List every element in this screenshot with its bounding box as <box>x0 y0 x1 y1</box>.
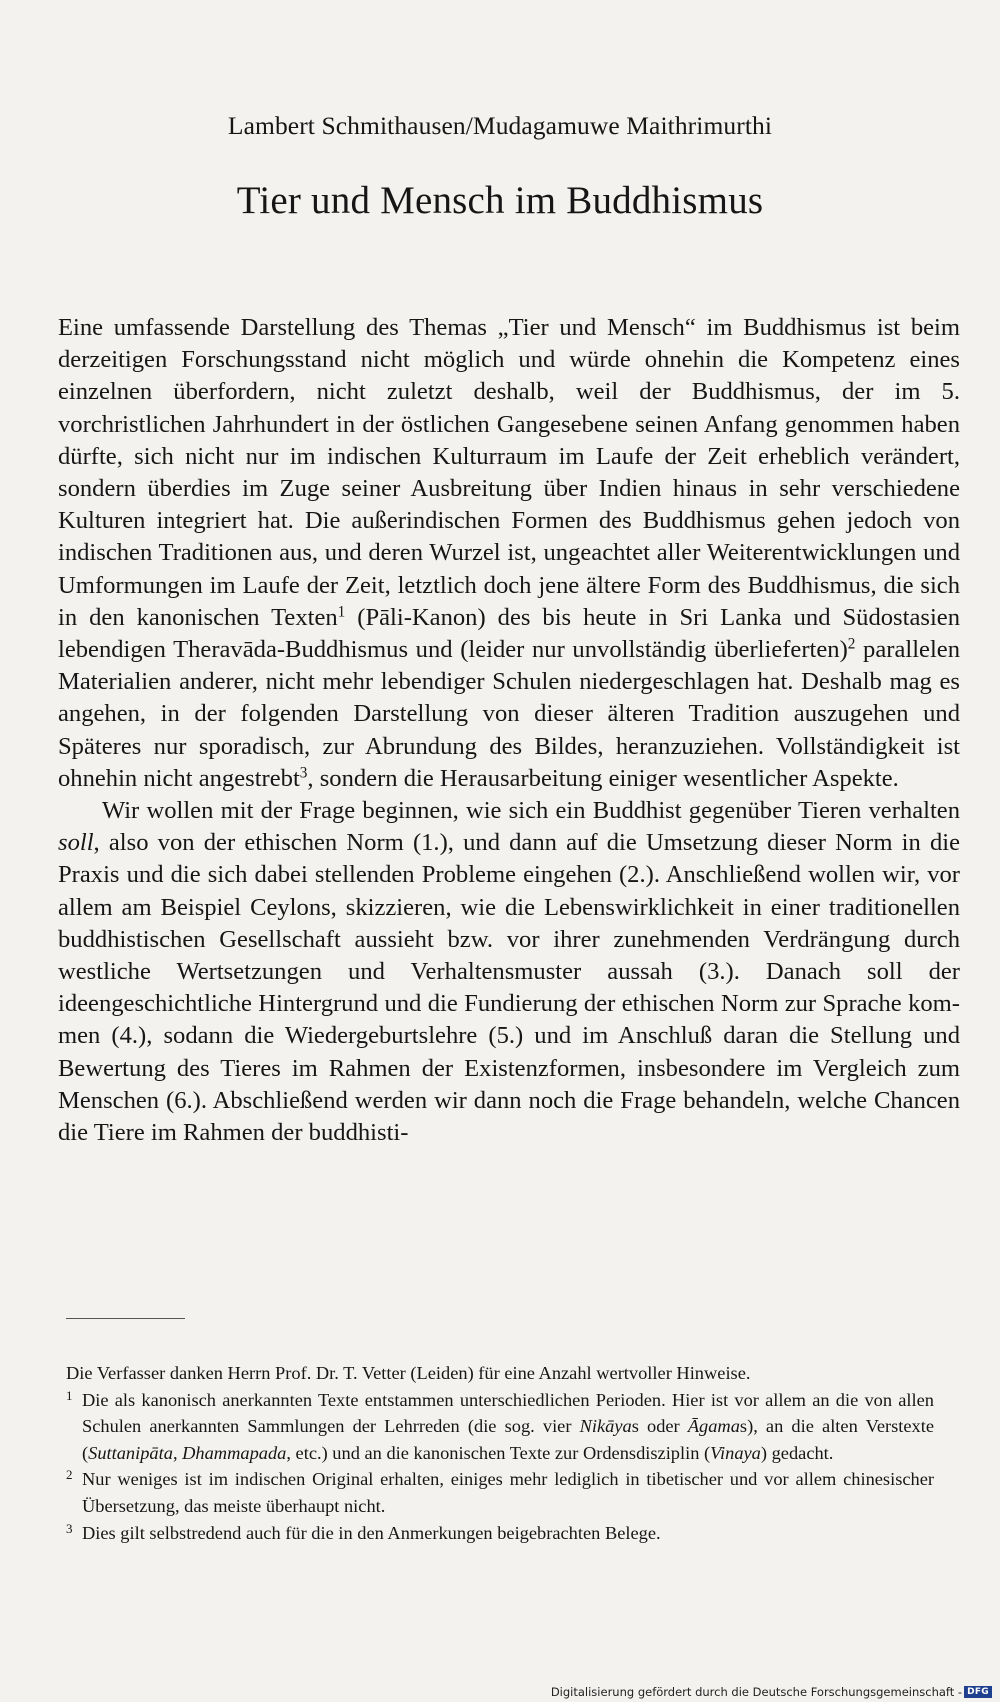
emphasis: Dhammapada <box>182 1442 287 1463</box>
footnote-ref-3[interactable]: 3 <box>299 764 308 782</box>
paragraph-text: (Pāli-Kanon) des bis heute in Sri Lanka und Südostasien lebendigen Theravāda-Buddhismus und (leider nur unvollständig überlieferten) <box>58 603 960 664</box>
emphasis: soll <box>58 829 94 857</box>
paragraph-text: , sondern die Herausarbeitung einiger wesentlicher Aspekte. <box>307 764 899 792</box>
paragraph-text: parallelen Materialien anderer, nicht mehr lebendiger Schulen niedergeschlagen hat. Deshalb mag es angehen, in der folgenden Darstellung von dieser älteren Tradition auszugehen und Späteres nur sporadisch, zur Abrundung des Bildes, heranzuziehen. Vollständigkeit ist ohnehin nicht angestrebt <box>58 636 960 792</box>
footnotes <box>66 1360 934 1546</box>
footnote-text: s), an die alten Verstexte ( <box>82 1416 934 1463</box>
article-body <box>58 312 960 1149</box>
author-line: Lambert Schmithausen/Mudagamuwe Maithrimurthi <box>227 111 773 140</box>
footnote-text: s oder <box>631 1416 688 1437</box>
emphasis: Vinaya <box>710 1442 761 1463</box>
footnote-divider <box>66 1318 185 1319</box>
footnote-ref-1[interactable]: 1 <box>337 603 346 621</box>
emphasis: Nikāya <box>579 1416 632 1437</box>
footnote-3 <box>66 1520 934 1547</box>
paragraph-intro <box>58 312 960 795</box>
footnote-text: Die als kanonisch anerkannten Texte entstammen unterschiedlichen Perioden. Hier ist vor allem an die von allen Schulen anerkannten Sammlungen der Lehrreden (die sog. vier <box>82 1389 934 1437</box>
paragraph-outline <box>58 795 960 1149</box>
paragraph-text: Wir wollen mit der Frage beginnen, wie sich ein Buddhist gegenüber Tieren verhalten <box>102 797 960 825</box>
emphasis: Āgama <box>687 1416 740 1437</box>
footnote-2 <box>66 1466 934 1519</box>
footnote-mark: 1 <box>66 1387 73 1403</box>
footnote-1 <box>66 1387 934 1467</box>
footnote-text: ) gedacht. <box>760 1442 834 1463</box>
footnote-text: , etc.) und an die kanonischen Texte zur Ordensdisziplin ( <box>286 1442 711 1463</box>
footnote-text: , <box>172 1442 183 1463</box>
dfg-logo: DFG <box>964 1686 992 1698</box>
paragraph-text: Eine umfassende Darstellung des Themas „Tier und Mensch“ im Buddhismus ist beim derzeitigen Forschungsstand nicht möglich und würde ohnehin die Kompetenz eines einzelnen überfordern, nicht zuletzt deshalb, weil der Buddhismus, der im 5. vorchristlichen Jahrhundert in der östlichen Gangesebene seinen Anfang genommen haben dürfte, sich nicht nur im indischen Kulturraum im Laufe der Zeit erheblich verändert, sondern überdies im Zuge seiner Ausbreitung über Indien hinaus in sehr verschiedene Kulturen integriert hat. Die außerindischen Formen des Buddhismus gehen jedoch von indischen Traditionen aus, und deren Wurzel ist, ungeachtet aller Weiterentwicklungen und Umformungen im Laufe der Zeit, letztlich doch jene ältere Form des Buddhismus, die sich in den kanonischen Texten <box>58 314 960 631</box>
footnote-mark: 2 <box>66 1467 73 1483</box>
footnote-acknowledgement <box>66 1360 934 1387</box>
digitization-credit <box>551 1685 992 1699</box>
footnote-text: Dies gilt selbstredend auch für die in den Anmerkungen beigebrachten Belege. <box>82 1522 661 1543</box>
article-title: Tier und Mensch im Buddhismus <box>236 179 764 222</box>
footnote-mark: 3 <box>66 1520 73 1536</box>
paragraph-text: , also von der ethischen Norm (1.), und dann auf die Umsetzung dieser Norm in die Praxis und die sich dabei stellenden Probleme eingehen (2.). Anschließend wollen wir, vor allem am Beispiel Ceylons, skizzieren, wie die Lebenswirklichkeit in einer traditionellen buddhistischen Gesellschaft aussieht bzw. vor ihrer zunehmenden Verdrängung durch westliche Wertsetzungen und Verhaltensmuster aussah (3.). Danach soll der ideengeschichtliche Hintergrund und die Fundierung der ethischen Norm zur Sprache kommen (4.), sodann die Wiedergeburtslehre (5.) und im Anschluß daran die Stellung und Bewertung des Tieres im Rahmen der Existenzformen, insbesondere im Vergleich zum Menschen (6.). Abschließend werden wir dann noch die Frage behandeln, welche Chancen die Tiere im Rahmen der buddhisti- <box>58 829 960 1147</box>
footnote-text: Nur weniges ist im indischen Original erhalten, einiges mehr lediglich in tibetischer und vor allem chinesischer Übersetzung, das meiste überhaupt nicht. <box>82 1469 934 1516</box>
emphasis: Suttanipāta <box>88 1442 173 1463</box>
footnote-ref-2[interactable]: 2 <box>847 635 856 653</box>
credit-text: Digitalisierung gefördert durch die Deutsche Forschungsgemeinschaft - <box>550 1685 963 1699</box>
footnote-text: Die Verfasser danken Herrn Prof. Dr. T. Vetter (Leiden) für eine Anzahl wertvoller Hinweise. <box>66 1363 751 1383</box>
